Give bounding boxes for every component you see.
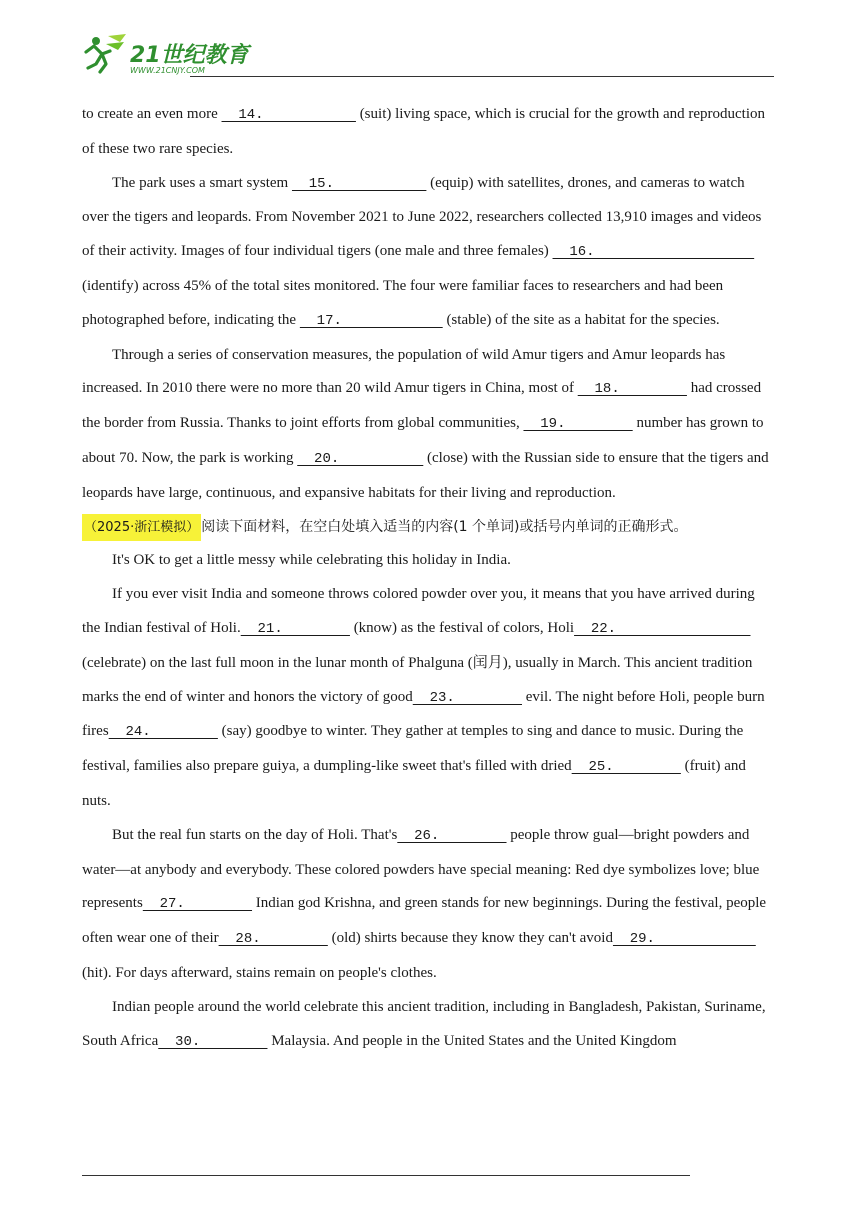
svg-text:WWW.21CNJY.COM: WWW.21CNJY.COM (130, 66, 205, 75)
passage-title: It's OK to get a little messy while celebrating this holiday in India. (112, 552, 511, 569)
blank-18[interactable]: 18. (577, 381, 687, 398)
blank-21[interactable]: 21. (240, 620, 350, 637)
blank-26[interactable]: 26. (397, 827, 507, 844)
blank-30[interactable]: 30. (158, 1033, 268, 1050)
paragraph: Through a series of conservation measures, the population of wild Amur tigers and Amur leopards has increased. In 2010 there were no more than 20 wild Amur tigers in China, most of 18. had crossed the border from Russia. Thanks to joint efforts from global communities, 19. number has grown to about 70. Now, the park is working 20. (close) with the Russian side to ensure that the tigers and leopards have large, continuous, and expansive habitats for their living and reproduction. (82, 346, 769, 501)
blank-17[interactable]: 17. (299, 312, 443, 329)
blank-23[interactable]: 23. (412, 689, 522, 706)
blank-14[interactable]: 14. (221, 107, 356, 123)
blank-29[interactable]: 29. (612, 931, 756, 948)
footer-rule (82, 1175, 690, 1176)
paragraph: But the real fun starts on the day of Holi. That's 26. people throw gual—bright powders and water—at anybody and everybody. These colored powders have special meaning: Red dye symbolizes love; blue represents 27. Indian god Krishna, and green stands for new beginnings. During the festival, people often wear one of their 28. (old) shirts because they know they can't avoid 29. (hit). For days afterward, stains remain on people's clothes. (82, 826, 767, 981)
runner-icon (86, 34, 126, 72)
paragraph: Indian people around the world celebrate this ancient tradition, including in Bangladesh, Pakistan, Suriname, South Africa 30. Malaysia. And people in the United States and the United Kingdom (82, 998, 766, 1050)
blank-25[interactable]: 25. (571, 759, 681, 776)
blank-28[interactable]: 28. (218, 931, 328, 948)
paragraph: If you ever visit India and someone throws colored powder over you, it means that you have arrived during the Indian festival of Holi. 21. (know) as the festival of colors, Holi 22. (celebrate) on the last full moon in the lunar month of Phalguna (闰月), usually in March. This ancient tradition marks the end of winter and honors the victory of good 23. evil. The night before Holi, people burn fires 24. (say) goodbye to winter. They gather at temples to sing and dance to music. During the festival, families also prepare guiya, a dumpling-like sweet that's filled with dried 25. (fruit) and nuts. (82, 586, 765, 809)
blank-15[interactable]: 15. (291, 175, 427, 192)
header-rule (190, 76, 774, 77)
page-header (80, 32, 774, 78)
blank-27[interactable]: 27. (142, 896, 253, 913)
blank-24[interactable]: 24. (108, 724, 218, 741)
21cnjy-logo (80, 32, 260, 76)
blank-16[interactable]: 16. (552, 244, 755, 261)
section-instruction: （2025·浙江模拟） 阅读下面材料，在空白处填入适当的内容(1 个单词)或括号内单词的正确形式。 (82, 511, 774, 545)
document-body (82, 98, 774, 1059)
svg-text:21世纪教育: 21世纪教育 (130, 43, 249, 68)
paragraph: to create an even more 14. (suit) living space, which is crucial for the growth and reproduction of these two rare species. (82, 106, 765, 157)
source-tag: （2025·浙江模拟） (82, 514, 201, 541)
blank-20[interactable]: 20. (297, 450, 424, 467)
blank-19[interactable]: 19. (523, 416, 633, 433)
paragraph: The park uses a smart system 15. (equip) with satellites, drones, and cameras to watch over the tigers and leopards. From November 2021 to June 2022, researchers collected 13,910 images and videos of their activity. Images of four individual tigers (one male and three females) 16. (identify) across 45% of the total sites monitored. The four were familiar faces to researchers and had been photographed before, indicating the 17. (stable) of the site as a habitat for the species. (82, 174, 762, 329)
blank-22[interactable]: 22. (574, 620, 751, 637)
